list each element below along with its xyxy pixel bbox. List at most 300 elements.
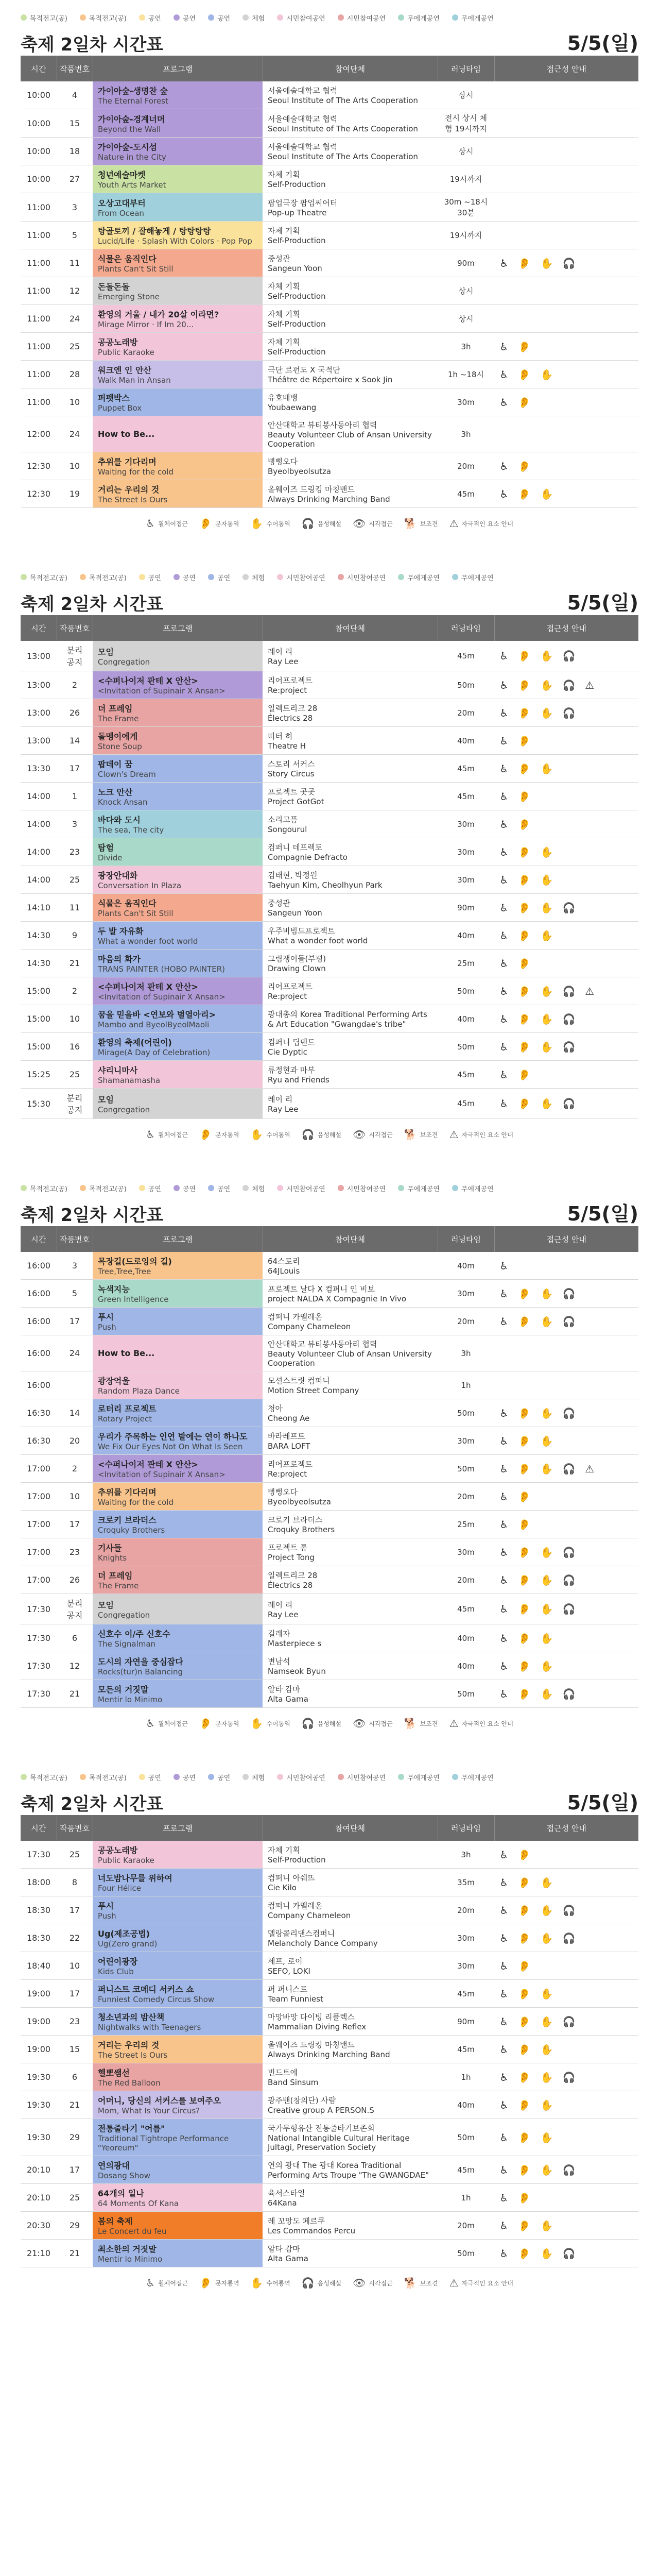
cell-time: 19:00 — [21, 2036, 57, 2063]
program-title-en: TRANS PAINTER (HOBO PAINTER) — [98, 964, 226, 974]
cell-accessibility-icons: ♿ 👂 ✋ 🎧 — [494, 641, 638, 671]
accessibility-legend-item — [146, 517, 188, 530]
table-row — [21, 1061, 638, 1089]
cell-duration: 25m — [438, 1511, 494, 1538]
cell-organization — [263, 699, 438, 727]
program-title-en: Knock Ansan — [98, 798, 148, 807]
program-title-en: Public Karaoke — [98, 348, 154, 357]
legend-color-swatch — [242, 14, 249, 21]
organization-en: Songourul — [268, 825, 307, 834]
legend-label: 목적전고(공) — [89, 1774, 127, 1782]
cell-accessibility-icons — [494, 416, 638, 452]
accessibility-legend-item — [302, 2277, 341, 2289]
cell-duration: 90m — [438, 894, 494, 922]
accessibility-icon: ⚠ — [449, 517, 459, 530]
program-title-ko: 우리가 주목하는 인연 밭에는 연이 하나도 — [98, 1432, 248, 1442]
cell-number: 17 — [57, 2156, 93, 2184]
cell-organization — [263, 866, 438, 894]
cell-organization — [263, 1980, 438, 2008]
program-title-ko: 청년예술마켓 — [98, 170, 146, 180]
table-row — [21, 1455, 638, 1483]
cell-time: 14:30 — [21, 950, 57, 977]
cell-time: 14:00 — [21, 783, 57, 810]
organization-ko: 유호배뱅 — [268, 393, 298, 402]
accessibility-icon: 🐕 — [404, 1128, 417, 1141]
cell-organization — [263, 333, 438, 361]
cell-duration: 20m — [438, 1483, 494, 1511]
cell-duration: 상시 — [438, 81, 494, 109]
organization-en: Ray Lee — [268, 1609, 299, 1619]
column-header-org: 참여단체 — [263, 1815, 438, 1841]
cell-accessibility-icons: ♿ 👂 — [494, 2184, 638, 2212]
cell-number: 10 — [57, 388, 93, 416]
cell-duration: 40m — [438, 1624, 494, 1652]
legend-color-swatch — [208, 1185, 214, 1191]
program-title-en: The Signalman — [98, 1639, 156, 1649]
cell-duration: 45m — [438, 641, 494, 671]
column-header-org: 참여단체 — [263, 615, 438, 641]
cell-program — [93, 2036, 263, 2063]
cell-time: 16:00 — [21, 1308, 57, 1335]
accessibility-icon: ✋ — [250, 1128, 264, 1141]
cell-program — [93, 1841, 263, 1869]
cell-accessibility-icons: ♿ 👂 ✋ 🎧 — [494, 894, 638, 922]
accessibility-label: 음성해설 — [317, 1131, 341, 1139]
legend-color-swatch — [21, 1185, 27, 1191]
legend-item — [208, 13, 230, 23]
organization-ko: 일렉트리크 28 — [268, 1571, 318, 1580]
accessibility-label: 자극적인 요소 안내 — [461, 2279, 513, 2287]
organization-ko: 자체 기획 — [268, 1845, 300, 1855]
cell-duration: 40m — [438, 1005, 494, 1033]
legend-item — [139, 1183, 161, 1193]
accessibility-label: 수어통역 — [266, 1720, 290, 1727]
accessibility-legend-item — [199, 517, 239, 530]
legend-color-swatch — [242, 574, 249, 580]
program-title-ko: 가이아숲-도시섬 — [98, 142, 157, 152]
cell-accessibility-icons: ♿ 👂 ✋ 🎧 — [494, 1896, 638, 1924]
program-title-en: The sea, The city — [98, 825, 164, 835]
accessibility-icon: 👂 — [199, 517, 213, 530]
column-header-num: 작품번호 — [57, 1226, 93, 1252]
organization-en: Drawing Clown — [268, 964, 326, 973]
program-title-en: Four Hélice — [98, 1884, 142, 1893]
accessibility-label: 자극적인 요소 안내 — [461, 1720, 513, 1727]
table-row — [21, 2212, 638, 2240]
cell-organization — [263, 138, 438, 165]
cell-accessibility-icons: ♿ 👂 ✋ — [494, 922, 638, 950]
cell-accessibility-icons: ♿ 👂 ✋ — [494, 866, 638, 894]
cell-time: 12:30 — [21, 480, 57, 508]
program-title-en: Beyond the Wall — [98, 124, 161, 134]
cell-program — [93, 1280, 263, 1308]
cell-time: 16:00 — [21, 1335, 57, 1371]
accessibility-icon: ♿ — [146, 1128, 155, 1141]
cell-duration: 40m — [438, 2091, 494, 2119]
organization-en: Motion Street Company — [268, 1386, 359, 1395]
table-row — [21, 1680, 638, 1708]
organization-ko: 자체 기획 — [268, 170, 300, 179]
legend-label: 무에게공연 — [407, 14, 440, 23]
column-header-duration: 러닝타임 — [438, 56, 494, 81]
organization-ko: 스토리 서커스 — [268, 759, 315, 769]
accessibility-label: 문자통역 — [215, 2279, 239, 2287]
organization-en: Croquky Brothers — [268, 1525, 335, 1534]
program-title-ko: 너도밤나무를 위하여 — [98, 1873, 172, 1883]
organization-en: Company Chameleon — [268, 1911, 351, 1920]
cell-number: 15 — [57, 2036, 93, 2063]
accessibility-label: 보조견 — [420, 2279, 438, 2287]
cell-accessibility-icons: ♿ 👂 ✋ 🎧 — [494, 1538, 638, 1566]
cell-organization — [263, 1427, 438, 1455]
cell-number: 29 — [57, 2119, 93, 2156]
legend-item — [398, 1183, 440, 1193]
cell-program — [93, 1335, 263, 1371]
program-title-en: Nature in the City — [98, 152, 166, 162]
legend-item — [242, 1183, 265, 1193]
program-title-ko: 팝데이 꿈 — [98, 759, 133, 769]
cell-accessibility-icons: ♿ 👂 — [494, 1511, 638, 1538]
cell-program — [93, 416, 263, 452]
section-title: 축제 2일차 시간표 — [21, 1205, 164, 1226]
table-row — [21, 249, 638, 277]
cell-time: 10:00 — [21, 81, 57, 109]
program-title-ko: 푸시 — [98, 1312, 114, 1322]
organization-en: Taehyun Kim, Cheolhyun Park — [268, 880, 383, 890]
cell-duration: 45m — [438, 1980, 494, 2008]
column-header-duration: 러닝타임 — [438, 615, 494, 641]
accessibility-label: 휠체어접근 — [158, 1131, 188, 1139]
legend-label: 무에게공연 — [461, 14, 494, 23]
cell-accessibility-icons — [494, 277, 638, 305]
cell-accessibility-icons: ♿ 👂 ✋ 🎧 — [494, 2063, 638, 2091]
cell-number: 17 — [57, 755, 93, 783]
legend-item — [242, 572, 265, 582]
table-row — [21, 138, 638, 165]
cell-organization — [263, 452, 438, 480]
cell-program — [93, 1427, 263, 1455]
legend-color-swatch — [21, 14, 27, 21]
legend-color-swatch — [338, 1185, 344, 1191]
accessibility-legend-item — [353, 1717, 393, 1730]
legend-label: 공연 — [217, 14, 231, 23]
cell-program — [93, 1308, 263, 1335]
cell-organization — [263, 416, 438, 452]
cell-time: 11:00 — [21, 388, 57, 416]
cell-accessibility-icons: ♿ 👂 — [494, 810, 638, 838]
program-title-en: Waiting for the cold — [98, 1498, 174, 1507]
cell-program — [93, 222, 263, 249]
organization-en: Théâtre de Répertoire x Sook Jin — [268, 375, 393, 384]
cell-program — [93, 1952, 263, 1980]
accessibility-legend-item — [404, 1717, 438, 1730]
cell-program — [93, 1980, 263, 2008]
cell-duration: 45m — [438, 1061, 494, 1089]
legend-color-swatch — [242, 1774, 249, 1780]
program-title-en: Walk Man in Ansan — [98, 376, 171, 385]
program-title-ko: <수퍼나이저 판테 X 안산> — [98, 1460, 198, 1469]
cell-program — [93, 2156, 263, 2184]
table-row — [21, 1594, 638, 1624]
cell-duration: 50m — [438, 1399, 494, 1427]
table-row — [21, 1399, 638, 1427]
cell-number: 10 — [57, 452, 93, 480]
cell-number: 22 — [57, 1924, 93, 1952]
cell-time: 13:00 — [21, 699, 57, 727]
category-legend — [21, 9, 638, 26]
cell-number: 21 — [57, 2091, 93, 2119]
legend-label: 무에게공연 — [461, 1774, 494, 1782]
organization-ko: 레 꼬망도 페르쿠 — [268, 2216, 325, 2226]
legend-item — [338, 1183, 386, 1193]
organization-en: Self-Production — [268, 236, 326, 245]
cell-accessibility-icons: ♿ 👂 ✋ — [494, 755, 638, 783]
cell-time: 17:30 — [21, 1624, 57, 1652]
table-row — [21, 783, 638, 810]
program-title-ko: 광장억울 — [98, 1376, 130, 1386]
organization-en: Beauty Volunteer Club of Ansan University Cooperation — [268, 1349, 432, 1368]
cell-time: 15:00 — [21, 1033, 57, 1061]
program-title-ko: 거리는 우리의 것 — [98, 2040, 160, 2050]
organization-ko: 뻥뻥오다 — [268, 457, 298, 466]
cell-program — [93, 699, 263, 727]
organization-ko: 크로키 브라더스 — [268, 1515, 323, 1524]
organization-en: Sangeun Yoon — [268, 264, 322, 273]
cell-accessibility-icons: ♿ 👂 ✋ — [494, 2119, 638, 2156]
organization-ko: 소리고픔 — [268, 815, 298, 824]
organization-ko: 컴퍼니 딥덴드 — [268, 1038, 315, 1047]
organization-en: Alta Gama — [268, 1694, 308, 1704]
legend-color-swatch — [277, 14, 283, 21]
legend-color-swatch — [208, 1774, 214, 1780]
organization-ko: 레이 리 — [268, 647, 293, 656]
section-spacer — [21, 1739, 638, 1759]
program-title-ko: 더 프레임 — [98, 1571, 133, 1581]
organization-ko: 올웨이즈 드링킹 마칭밴드 — [268, 485, 355, 494]
table-row — [21, 894, 638, 922]
program-title-ko: 추위를 기다리며 — [98, 1487, 157, 1497]
cell-accessibility-icons — [494, 165, 638, 193]
cell-program — [93, 165, 263, 193]
organization-ko: 자체 기획 — [268, 310, 300, 319]
cell-program — [93, 480, 263, 508]
cell-accessibility-icons — [494, 1371, 638, 1399]
cell-number: 11 — [57, 249, 93, 277]
cell-organization — [263, 1952, 438, 1980]
cell-number: 21 — [57, 2240, 93, 2267]
cell-organization — [263, 1399, 438, 1427]
cell-number: 17 — [57, 1980, 93, 2008]
accessibility-icon: ✋ — [250, 1717, 264, 1730]
cell-program — [93, 361, 263, 388]
cell-organization — [263, 222, 438, 249]
cell-number: 6 — [57, 2063, 93, 2091]
cell-organization — [263, 977, 438, 1005]
organization-ko: 프로젝트 날다 X 컴퍼니 인 비보 — [268, 1284, 375, 1294]
cell-program — [93, 1483, 263, 1511]
legend-label: 시민참여공연 — [286, 1185, 325, 1193]
legend-label: 체험 — [252, 14, 265, 23]
cell-time: 17:00 — [21, 1511, 57, 1538]
legend-label: 무에게공연 — [407, 1774, 440, 1782]
column-header-program: 프로그램 — [93, 615, 263, 641]
cell-organization — [263, 1566, 438, 1594]
cell-organization — [263, 1511, 438, 1538]
legend-item — [452, 13, 494, 23]
category-legend — [21, 1769, 638, 1785]
legend-item — [174, 13, 196, 23]
cell-program — [93, 1538, 263, 1566]
cell-number: 27 — [57, 165, 93, 193]
cell-number: 9 — [57, 922, 93, 950]
organization-ko: 알타 감마 — [268, 2244, 300, 2253]
program-title-ko: 꿈을 믿을바 <연보와 별열아리> — [98, 1010, 216, 1020]
organization-en: Mammalian Diving Reflex — [268, 2022, 367, 2031]
cell-organization — [263, 1841, 438, 1869]
cell-time: 21:10 — [21, 2240, 57, 2267]
cell-organization — [263, 2156, 438, 2184]
cell-accessibility-icons: ♿ 👂 — [494, 783, 638, 810]
program-title-en: Stone Soup — [98, 742, 142, 751]
accessibility-icon: 👁 — [352, 517, 366, 530]
organization-en: Compagnie Defracto — [268, 853, 348, 862]
program-title-en: Shamanamasha — [98, 1076, 161, 1085]
table-row — [21, 1652, 638, 1680]
organization-en: Alta Gama — [268, 2254, 308, 2263]
cell-time: 16:30 — [21, 1427, 57, 1455]
cell-organization — [263, 1652, 438, 1680]
cell-accessibility-icons: ♿ 👂 ✋ 🎧 — [494, 1280, 638, 1308]
table-row — [21, 1624, 638, 1652]
cell-time: 12:00 — [21, 416, 57, 452]
legend-color-swatch — [80, 14, 86, 21]
program-title-en: Push — [98, 1911, 116, 1921]
accessibility-icon: 👁 — [352, 2277, 366, 2289]
cell-number: 5 — [57, 1280, 93, 1308]
cell-organization — [263, 671, 438, 699]
cell-number: 24 — [57, 305, 93, 333]
cell-program — [93, 894, 263, 922]
cell-time: 17:00 — [21, 1566, 57, 1594]
cell-accessibility-icons — [494, 81, 638, 109]
cell-program — [93, 810, 263, 838]
cell-program — [93, 1399, 263, 1427]
section-header — [21, 585, 638, 615]
accessibility-legend-item — [250, 517, 290, 530]
table-row — [21, 1924, 638, 1952]
cell-organization — [263, 783, 438, 810]
organization-ko: 광주밴(창의단) 사람 — [268, 2096, 336, 2105]
table-row — [21, 838, 638, 866]
organization-en: Always Drinking Marching Band — [268, 2050, 390, 2059]
cell-number: 25 — [57, 2184, 93, 2212]
legend-item — [80, 1772, 127, 1782]
accessibility-legend-item — [146, 1717, 188, 1730]
legend-color-swatch — [208, 574, 214, 580]
cell-organization — [263, 1538, 438, 1566]
cell-organization — [263, 2212, 438, 2240]
cell-number: 25 — [57, 866, 93, 894]
table-header-row — [21, 56, 638, 81]
organization-en: Électrics 28 — [268, 714, 313, 723]
organization-ko: 우주비빔드프로젝트 — [268, 926, 335, 936]
cell-number: 3 — [57, 810, 93, 838]
cell-time: 15:25 — [21, 1061, 57, 1089]
program-title-en: Mambo and ByeolByeolMaoli — [98, 1020, 210, 1029]
cell-duration: 40m — [438, 1252, 494, 1280]
cell-accessibility-icons: ♿ 👂 — [494, 452, 638, 480]
cell-duration: 35m — [438, 1869, 494, 1896]
cell-organization — [263, 727, 438, 755]
program-title-en: Divide — [98, 853, 123, 862]
column-header-program: 프로그램 — [93, 1226, 263, 1252]
program-title-ko: 푸시 — [98, 1901, 114, 1911]
organization-ko: 프로젝트 곳곳 — [268, 787, 315, 796]
accessibility-icon: ✋ — [250, 2277, 264, 2289]
legend-item — [277, 1183, 325, 1193]
cell-duration: 45m — [438, 1089, 494, 1119]
category-legend — [21, 569, 638, 585]
cell-duration: 상시 — [438, 138, 494, 165]
organization-en: Les Commandos Percu — [268, 2226, 356, 2235]
program-title-ko: 모든의 거짓말 — [98, 1685, 149, 1694]
legend-item — [208, 572, 230, 582]
organization-ko: 레이 리 — [268, 1094, 293, 1104]
legend-label: 무에게공연 — [461, 574, 494, 582]
column-header-access: 접근성 안내 — [494, 1815, 638, 1841]
organization-en: Cie Dyptic — [268, 1047, 307, 1057]
cell-duration: 90m — [438, 2008, 494, 2036]
organization-ko: 64스토리 — [268, 1257, 300, 1266]
program-title-ko: 신호수 이/주 신호수 — [98, 1629, 170, 1639]
cell-organization — [263, 1252, 438, 1280]
accessibility-legend-item — [404, 517, 438, 530]
cell-number: 17 — [57, 1511, 93, 1538]
program-title-en: Plants Can't Sit Still — [98, 264, 174, 274]
cell-time: 11:00 — [21, 361, 57, 388]
column-header-time: 시간 — [21, 1226, 57, 1252]
program-title-ko: 탕골토끼 / 잘해놓게 / 탕탕탕탕 — [98, 226, 211, 236]
organization-ko: 올웨이즈 드링킹 마칭밴드 — [268, 2040, 355, 2049]
cell-time: 16:00 — [21, 1252, 57, 1280]
program-title-en: Push — [98, 1323, 116, 1332]
program-title-ko: 바다와 도시 — [98, 815, 141, 825]
cell-number: 10 — [57, 1483, 93, 1511]
legend-color-swatch — [452, 1185, 458, 1191]
cell-organization — [263, 193, 438, 222]
program-title-ko: 공공노래방 — [98, 337, 138, 347]
cell-program — [93, 2212, 263, 2240]
legend-item — [80, 13, 127, 23]
cell-duration: 20m — [438, 2212, 494, 2240]
cell-duration: 90m — [438, 249, 494, 277]
cell-time: 18:30 — [21, 1896, 57, 1924]
program-title-ko: 가이아숲-생명찬 숲 — [98, 86, 168, 96]
legend-color-swatch — [139, 1774, 145, 1780]
legend-color-swatch — [242, 1185, 249, 1191]
accessibility-legend-item — [449, 1128, 513, 1141]
program-title-en: Clown's Dream — [98, 770, 156, 779]
legend-item — [80, 572, 127, 582]
cell-accessibility-icons — [494, 222, 638, 249]
table-row — [21, 1033, 638, 1061]
accessibility-icon: ⚠ — [449, 2277, 459, 2289]
cell-program — [93, 755, 263, 783]
cell-accessibility-icons: ♿ 👂 ✋ 🎧 ⚠ — [494, 1455, 638, 1483]
cell-time: 17:00 — [21, 1483, 57, 1511]
legend-item — [21, 1772, 67, 1782]
cell-program — [93, 641, 263, 671]
